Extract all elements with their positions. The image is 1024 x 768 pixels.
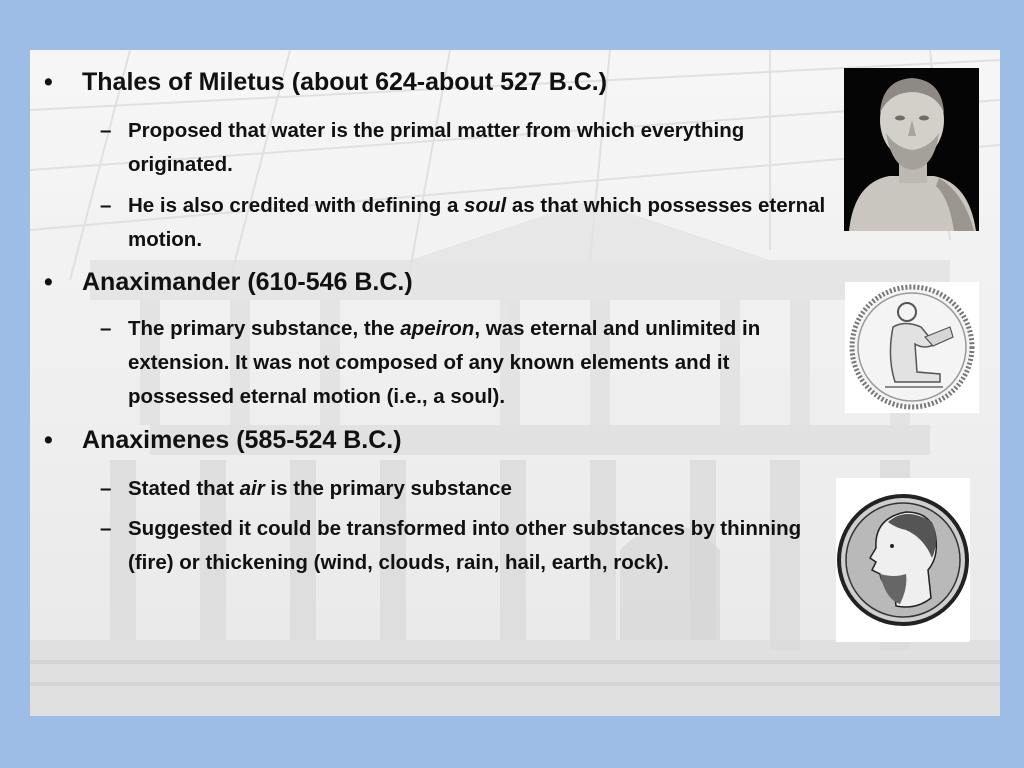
italic-term: apeiron xyxy=(400,317,475,340)
text-run: He is also credited with defining a xyxy=(128,194,465,217)
sub-bullet xyxy=(100,312,830,414)
bullet-heading-text: Anaximander (610-546 B.C.) xyxy=(82,268,413,296)
thales-bust-image xyxy=(844,68,979,231)
bullet-heading xyxy=(44,426,402,455)
bullet-marker: • xyxy=(44,426,53,454)
sub-bullet-marker: – xyxy=(100,477,112,500)
text-run: Suggested it could be transformed into other substances by thinning (fire) or thickening (wind, clouds, rain, hail, earth, rock). xyxy=(128,517,802,574)
bullet-heading-text: Thales of Miletus (about 624-about 527 B.C.) xyxy=(82,68,608,96)
sub-bullet-marker: – xyxy=(100,517,112,540)
sub-bullet xyxy=(100,189,830,257)
sub-bullet-text xyxy=(128,114,830,182)
bullet-heading xyxy=(44,268,413,297)
anaximander-medallion-image xyxy=(845,282,979,413)
text-run: as that which possesses eternal motion. xyxy=(128,194,826,251)
bullet-heading-text: Anaximenes (585-524 B.C.) xyxy=(82,426,402,454)
bullet-marker: • xyxy=(44,68,53,96)
sub-bullet-text xyxy=(128,512,830,580)
bullet-heading xyxy=(44,68,607,97)
sub-bullet-marker: – xyxy=(100,317,112,340)
italic-term: soul xyxy=(464,194,507,217)
text-run: , was eternal and unlimited in extension. It was not composed of any known elements and it possessed eternal motion (i.e., a soul). xyxy=(128,317,761,408)
bullet-marker: • xyxy=(44,268,53,296)
sub-bullet-text xyxy=(128,312,830,414)
italic-term: air xyxy=(239,477,265,500)
sub-bullet-text xyxy=(128,189,830,257)
sub-bullet xyxy=(100,114,830,182)
bullet-list xyxy=(30,50,830,716)
text-run: Stated that xyxy=(128,477,240,500)
text-run: The primary substance, the xyxy=(128,317,401,340)
text-run: is the primary substance xyxy=(264,477,512,500)
anaximenes-medallion-image xyxy=(836,478,970,642)
sub-bullet xyxy=(100,472,830,506)
text-run: Proposed that water is the primal matter from which everything originated. xyxy=(128,119,745,176)
sub-bullet-marker: – xyxy=(100,194,112,217)
sub-bullet-marker: – xyxy=(100,119,112,142)
sub-bullet-text xyxy=(128,472,830,506)
sub-bullet xyxy=(100,512,830,580)
